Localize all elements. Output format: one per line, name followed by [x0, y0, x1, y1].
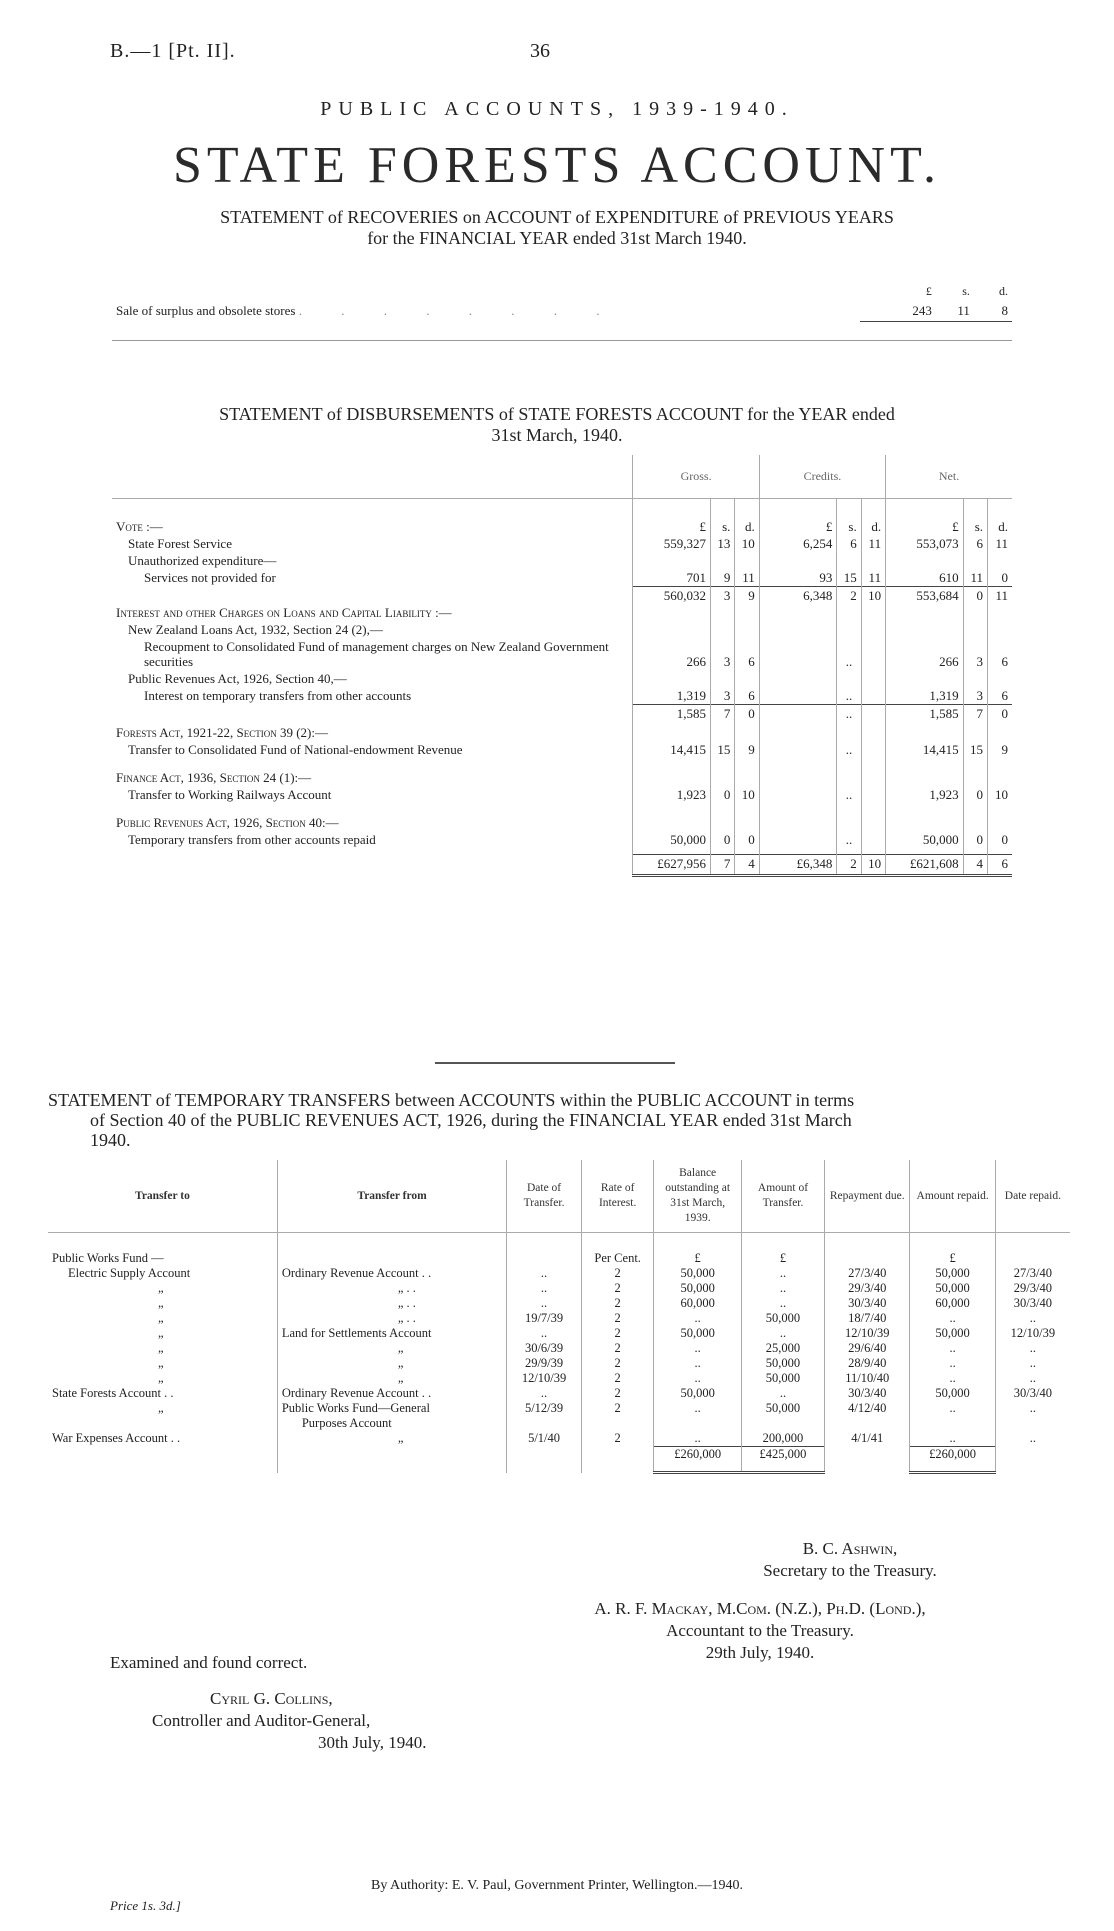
cell-date: ..: [507, 1266, 582, 1281]
cell-rate: 2: [581, 1296, 654, 1311]
table-row: [48, 1356, 1070, 1371]
cell-date: ..: [507, 1296, 582, 1311]
cell-amount: 200,000: [741, 1431, 824, 1447]
transfers-heading-line1: STATEMENT of TEMPORARY TRANSFERS between ACCOUNTS within the PUBLIC ACCOUNT in terms: [48, 1090, 855, 1110]
recovery-pence: 8: [974, 301, 1012, 322]
cell-due: 30/3/40: [825, 1386, 910, 1401]
cell-rate: 2: [581, 1311, 654, 1326]
printer-authority: By Authority: E. V. Paul, Government Printer, Wellington.—1940.: [370, 1878, 744, 1893]
cell-date: ..: [507, 1281, 582, 1296]
recoveries-heading: [0, 207, 1114, 249]
cell-repaid: ..: [910, 1341, 995, 1356]
cell-repaid: ..: [910, 1401, 995, 1416]
transfers-header-row: Transfer to Transfer from Date of Transfer. Rate of Interest. Balance outstanding at 31st March, 1939. Amount of Transfer. Repayment due. Amount repaid. Date repaid.: [48, 1160, 1070, 1233]
table-row: [48, 1326, 1070, 1341]
cell-due: 27/3/40: [825, 1266, 910, 1281]
cell-from: Land for Settlements Account: [277, 1326, 506, 1341]
cell-date: ..: [507, 1326, 582, 1341]
col-pounds: £: [925, 284, 932, 298]
cell-repaid: ..: [910, 1371, 995, 1386]
examined-note: Examined and found correct.: [110, 1653, 308, 1672]
cell-due: 18/7/40: [825, 1311, 910, 1326]
cell-due: 4/1/41: [825, 1431, 910, 1447]
cell-from: „ . .: [277, 1281, 506, 1296]
cell-to: War Expenses Account . .: [52, 1431, 181, 1445]
cell-date: [507, 1416, 582, 1431]
table-row: [48, 1311, 1070, 1326]
interest-total-row: 1,585 7 0 .. 1,585 7 0: [112, 705, 1012, 724]
cell-date: 19/7/39: [507, 1311, 582, 1326]
signature-collins: Cyril G. Collins, Controller and Auditor-General, 30th July, 1940.: [152, 1689, 427, 1752]
cell-date-repaid: ..: [995, 1341, 1070, 1356]
cell-date-repaid: ..: [995, 1311, 1070, 1326]
table-row: [48, 1431, 1070, 1447]
recoveries-heading-line2: for the FINANCIAL YEAR ended 31st March 1940.: [367, 228, 747, 248]
cell-amount: ..: [741, 1326, 824, 1341]
cell-balance: ..: [654, 1401, 741, 1416]
cell-balance: 50,000: [654, 1326, 741, 1341]
disbursements-heading-line1: STATEMENT of DISBURSEMENTS of STATE FORESTS ACCOUNT for the YEAR ended: [219, 404, 895, 424]
cell-from: „: [277, 1356, 506, 1371]
recovery-item: Sale of surplus and obsolete stores . . . . . . . .: [116, 303, 618, 319]
col-pence: d.: [999, 284, 1008, 298]
cell-amount: 50,000: [741, 1356, 824, 1371]
cell-to: „: [158, 1281, 164, 1295]
price: Price 1s. 3d.]: [110, 1898, 181, 1913]
account-title: STATE FORESTS ACCOUNT.: [173, 137, 941, 194]
table-row: [48, 1401, 1070, 1416]
cell-balance: ..: [654, 1431, 741, 1447]
cell-rate: 2: [581, 1326, 654, 1341]
table-row: Interest on temporary transfers from other accounts 1,319 3 6 .. 1,319 3 6: [112, 687, 1012, 705]
cell-amount: ..: [741, 1281, 824, 1296]
main-title: PUBLIC ACCOUNTS, 1939-1940.: [320, 98, 794, 120]
cell-repaid: 50,000: [910, 1326, 995, 1341]
cell-to: „: [158, 1401, 164, 1415]
cell-date: 5/1/40: [507, 1431, 582, 1447]
cell-date: 12/10/39: [507, 1371, 582, 1386]
transfers-heading-line2: of Section 40 of the PUBLIC REVENUES ACT, 1926, during the FINANCIAL YEAR ended 31st March: [90, 1110, 852, 1130]
cell-rate: 2: [581, 1281, 654, 1296]
cell-amount: ..: [741, 1386, 824, 1401]
cell-repaid: 50,000: [910, 1281, 995, 1296]
transfers-total-row: £260,000 £425,000 £260,000: [48, 1447, 1070, 1473]
cell-from: „: [277, 1431, 506, 1447]
cell-to: „: [158, 1371, 164, 1385]
table-row: Recoupment to Consolidated Fund of management charges on New Zealand Government securities 266 3 6 .. 266 3 6: [112, 638, 1012, 670]
cell-date-repaid: [995, 1416, 1070, 1431]
cell-date-repaid: ..: [995, 1371, 1070, 1386]
transfers-heading: [48, 1090, 1078, 1150]
cell-rate: 2: [581, 1401, 654, 1416]
vote-total-row: 560,032 3 9 6,348 2 10 553,684 0 11: [112, 587, 1012, 605]
table-row: [48, 1386, 1070, 1401]
cell-due: 4/12/40: [825, 1401, 910, 1416]
table-row: Unauthorized expenditure—: [112, 552, 1012, 569]
cell-balance: [654, 1416, 741, 1431]
cell-due: 29/6/40: [825, 1341, 910, 1356]
cell-amount: 50,000: [741, 1311, 824, 1326]
cell-date-repaid: 12/10/39: [995, 1326, 1070, 1341]
col-shillings: s.: [962, 284, 970, 298]
cell-from: „ . .: [277, 1296, 506, 1311]
disbursements-heading: [0, 404, 1114, 446]
cell-to: „: [158, 1341, 164, 1355]
finance-act-title: Finance Act, 1936, Section 24 (1):—: [116, 769, 312, 785]
cell-repaid: 50,000: [910, 1386, 995, 1401]
cell-date-repaid: ..: [995, 1401, 1070, 1416]
table-row: Services not provided for 701 9 11 93 15 11 610 11 0: [112, 569, 1012, 587]
cell-from: „: [277, 1371, 506, 1386]
transfers-heading-line3: 1940.: [90, 1130, 131, 1150]
table-row: Temporary transfers from other accounts repaid 50,000 0 0 .. 50,000 0 0: [112, 831, 1012, 855]
cell-balance: 50,000: [654, 1281, 741, 1296]
recovery-shillings: 11: [936, 301, 974, 322]
cell-date-repaid: 30/3/40: [995, 1386, 1070, 1401]
cell-repaid: ..: [910, 1356, 995, 1371]
cell-date: 29/9/39: [507, 1356, 582, 1371]
cell-date: 30/6/39: [507, 1341, 582, 1356]
public-revenues-act-title: Public Revenues Act, 1926, Section 40:—: [116, 814, 339, 830]
disbursements-heading-line2: 31st March, 1940.: [491, 425, 623, 445]
cell-to: [48, 1416, 277, 1431]
cell-rate: 2: [581, 1341, 654, 1356]
cell-amount: ..: [741, 1296, 824, 1311]
vote-title: Vote :—: [116, 519, 163, 534]
cell-due: 12/10/39: [825, 1326, 910, 1341]
table-row: [48, 1266, 1070, 1281]
cell-to: „: [158, 1356, 164, 1370]
cell-due: 28/9/40: [825, 1356, 910, 1371]
disbursements-table: Gross. Credits. Net. Vote :— £ s. d. £ s. d. £ s. d. State Forest Service 559,327 13 10 6,254 6 11 553,073 6 11 Unauthorized expenditure— Services not provided for 701 9 11 93 15 11 610 11 0 560,032 3 9 6,348 2 10 553,684 0 11 Interest and other Charges on Loans and Capital Liability :— New Zealand Loans Act, 1932, Section 24 (2),— Recoupment to Consolidated Fund of management charges on New Zealand Government securities 266 3 6 .. 266 3 6 Public Revenues Act, 1926, Section 40,— Interest on temporary transfers from other accounts 1,319 3 6 .. 1,319 3 6 1,585 7 0 .. 1,585 7 0 Forests Act, 1921-22, Section 39 (2):— Transfer to Consolidated Fund of National-endowment Revenue 14,415 15 9 .. 14,415 15 9 Finance Act, 1936, Section 24 (1):— Transfer to Working Railways Account 1,923 0 10 .. 1,923 0 10 Public Revenues Act, 1926, Section 40:— Temporary transfers from other accounts repaid 50,000 0 0 .. 50,000 0 0 £627,956 7 4 £6,348 2 10 £621,608 4 6: [112, 455, 1012, 877]
cell-repaid: 50,000: [910, 1266, 995, 1281]
cell-to: „: [158, 1311, 164, 1325]
cell-balance: 50,000: [654, 1266, 741, 1281]
cell-to: Electric Supply Account: [68, 1266, 191, 1280]
grand-total-row: £627,956 7 4 £6,348 2 10 £621,608 4 6: [112, 855, 1012, 876]
cell-to: „: [158, 1296, 164, 1310]
cell-rate: 2: [581, 1371, 654, 1386]
cell-date-repaid: ..: [995, 1431, 1070, 1447]
cell-rate: 2: [581, 1431, 654, 1447]
table-row: Transfer to Consolidated Fund of National-endowment Revenue 14,415 15 9 .. 14,415 15 9: [112, 741, 1012, 769]
cell-rate: 2: [581, 1386, 654, 1401]
cell-repaid: 60,000: [910, 1296, 995, 1311]
col-credits: Credits.: [759, 455, 885, 499]
signature-ashwin: B. C. Ashwin, Secretary to the Treasury.: [763, 1539, 937, 1580]
cell-repaid: [910, 1416, 995, 1431]
col-gross: Gross.: [633, 455, 759, 499]
cell-date-repaid: ..: [995, 1356, 1070, 1371]
cell-due: 30/3/40: [825, 1296, 910, 1311]
table-row: State Forest Service 559,327 13 10 6,254 6 11 553,073 6 11: [112, 535, 1012, 552]
cell-amount: 50,000: [741, 1401, 824, 1416]
cell-balance: 50,000: [654, 1386, 741, 1401]
col-net: Net.: [886, 455, 1012, 499]
table-row: [48, 1341, 1070, 1356]
recoveries-heading-line1: STATEMENT of RECOVERIES on ACCOUNT of EXPENDITURE of PREVIOUS YEARS: [220, 207, 894, 227]
cell-due: [825, 1416, 910, 1431]
cell-from: „: [277, 1341, 506, 1356]
cell-amount: 50,000: [741, 1371, 824, 1386]
table-row: [48, 1296, 1070, 1311]
document-reference: B.—1 [Pt. II].: [110, 40, 236, 62]
cell-rate: 2: [581, 1266, 654, 1281]
table-row: [48, 1281, 1070, 1296]
cell-amount: ..: [741, 1266, 824, 1281]
cell-from: Public Works Fund—General: [277, 1401, 506, 1416]
cell-balance: ..: [654, 1356, 741, 1371]
cell-balance: ..: [654, 1371, 741, 1386]
signature-mackay: A. R. F. Mackay, M.Com. (N.Z.), Ph.D. (Lond.), Accountant to the Treasury. 29th July, 1940.: [594, 1599, 926, 1662]
page-number: 36: [530, 40, 550, 62]
transfers-table: Transfer to Transfer from Date of Transfer. Rate of Interest. Balance outstanding at 31st March, 1939. Amount of Transfer. Repayment due. Amount repaid. Date repaid. Public Works Fund — Per Cent. £ £ £ Electric Supply Account Ordinary Revenue Account . . .. 2 50,000 .. 27/3/40 50,000 27/3/40 „ „ . . .. 2 50,000 .. 29/3/40 50,000 29/3/40 „ „ . . .. 2 60,000 .. 30/3/40 60,000 30/3/40 „ „ . . 19/7/39 2 .. 50,000 18/7/40 .. .. „ Land for Settlements Account .. 2 50,000 .. 12/10/39 50,000 12/10/39 „ „ 30/6/39 2 .. 25,000 29/6/40 .. .. „ „ 29/9/39 2 .. 50,000 28/9/40 .. .. „ „ 12/10/39 2 .. 50,000 11/10/40 .. .. State Forests Account . . Ordinary Revenue Account . . .. 2 50,000 .. 30/3/40 50,000 30/3/40 „ Public Works Fund—General 5/12/39 2 .. 50,000 4/12/40 .. .. Purposes Account War Expenses Account . . „ 5/1/40 2 .. 200,000 4/1/41 .. .. £260,000 £425,000 £260,000: [48, 1160, 1070, 1474]
cell-rate: 2: [581, 1356, 654, 1371]
interest-title: Interest and other Charges on Loans and Capital Liability :—: [116, 605, 452, 620]
cell-date-repaid: 30/3/40: [995, 1296, 1070, 1311]
cell-amount: [741, 1416, 824, 1431]
cell-from: Ordinary Revenue Account . .: [277, 1386, 506, 1401]
cell-date-repaid: 29/3/40: [995, 1281, 1070, 1296]
cell-rate: [581, 1416, 654, 1431]
recoveries-table: [112, 282, 1012, 322]
cell-from: „ . .: [277, 1311, 506, 1326]
cell-date: ..: [507, 1386, 582, 1401]
recovery-pounds: 243: [860, 301, 936, 322]
cell-balance: 60,000: [654, 1296, 741, 1311]
cell-balance: ..: [654, 1341, 741, 1356]
cell-date-repaid: 27/3/40: [995, 1266, 1070, 1281]
cell-repaid: ..: [910, 1311, 995, 1326]
cell-repaid: ..: [910, 1431, 995, 1447]
cell-to: „: [158, 1326, 164, 1340]
cell-date: 5/12/39: [507, 1401, 582, 1416]
table-row: Transfer to Working Railways Account 1,923 0 10 .. 1,923 0 10: [112, 786, 1012, 814]
forests-act-title: Forests Act, 1921-22, Section 39 (2):—: [116, 724, 328, 740]
cell-from: Ordinary Revenue Account . .: [277, 1266, 506, 1281]
cell-balance: ..: [654, 1311, 741, 1326]
table-row: [48, 1371, 1070, 1386]
cell-due: 11/10/40: [825, 1371, 910, 1386]
cell-to: State Forests Account . .: [52, 1386, 174, 1400]
cell-amount: 25,000: [741, 1341, 824, 1356]
table-row: [48, 1416, 1070, 1431]
cell-due: 29/3/40: [825, 1281, 910, 1296]
cell-from: Purposes Account: [277, 1416, 506, 1431]
